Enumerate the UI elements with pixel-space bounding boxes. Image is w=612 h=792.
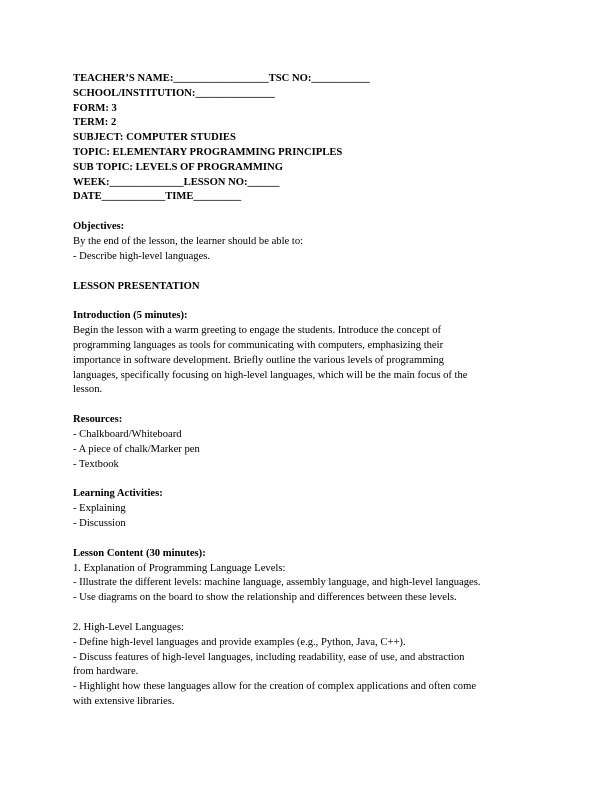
spacer: [73, 265, 543, 280]
content-line: - Discuss features of high-level languages, including readability, ease of use, and abstraction: [73, 651, 465, 663]
objectives-heading: Objectives:: [73, 221, 125, 233]
week-line: WEEK:______________LESSON NO:______: [73, 176, 280, 188]
content-line: 2. High-Level Languages:: [73, 621, 184, 633]
date-line: DATE____________TIME_________: [73, 191, 242, 203]
resource-item: - A piece of chalk/Marker pen: [73, 443, 200, 455]
content-line: with extensive libraries.: [73, 695, 175, 707]
header-block: [73, 72, 543, 205]
content-line: - Use diagrams on the board to show the relationship and differences between these levels.: [73, 592, 457, 604]
form-line: FORM: 3: [73, 102, 117, 114]
lesson-content-heading: Lesson Content (30 minutes):: [73, 547, 206, 559]
activities-section: [73, 487, 543, 531]
activity-item: - Explaining: [73, 503, 126, 515]
objectives-intro: By the end of the lesson, the learner should be able to:: [73, 235, 304, 247]
lesson-presentation-heading: LESSON PRESENTATION: [73, 280, 200, 292]
introduction-line: Begin the lesson with a warm greeting to engage the students. Introduce the concept of: [73, 325, 442, 337]
subtopic-line: SUB TOPIC: LEVELS OF PROGRAMMING: [73, 161, 283, 173]
subject-line: SUBJECT: COMPUTER STUDIES: [73, 132, 236, 144]
lesson-content-section: [73, 547, 543, 710]
spacer: [73, 398, 543, 413]
content-line: from hardware.: [73, 666, 139, 678]
spacer: [73, 205, 543, 220]
content-line: 1. Explanation of Programming Language Levels:: [73, 562, 286, 574]
introduction-section: [73, 309, 543, 398]
teacher-name-line: TEACHER’S NAME:__________________TSC NO:___________: [73, 73, 370, 84]
content-line: - Define high-level languages and provide examples (e.g., Python, Java, C++).: [73, 636, 406, 648]
content-line: - Illustrate the different levels: machine language, assembly language, and high-level languages.: [73, 577, 481, 589]
spacer: [73, 294, 543, 309]
introduction-line: languages, specifically focusing on high-level languages, which will be the main focus of the: [73, 369, 468, 381]
content-line: - Highlight how these languages allow for the creation of complex applications and often come: [73, 681, 477, 693]
introduction-line: lesson.: [73, 384, 103, 396]
activity-item: - Discussion: [73, 517, 126, 529]
spacer: [73, 606, 543, 621]
spacer: [73, 532, 543, 547]
objectives-section: [73, 220, 543, 264]
activities-heading: Learning Activities:: [73, 488, 163, 500]
resource-item: - Chalkboard/Whiteboard: [73, 428, 182, 440]
resource-item: - Textbook: [73, 458, 119, 470]
school-line: SCHOOL/INSTITUTION:_______________: [73, 87, 275, 99]
term-line: TERM: 2: [73, 117, 117, 129]
introduction-heading: Introduction (5 minutes):: [73, 310, 188, 322]
resources-heading: Resources:: [73, 414, 123, 426]
objective-item: - Describe high-level languages.: [73, 250, 211, 262]
topic-line: TOPIC: ELEMENTARY PROGRAMMING PRINCIPLES: [73, 146, 343, 158]
introduction-line: programming languages as tools for communicating with computers, emphasizing their: [73, 339, 444, 351]
resources-section: [73, 413, 543, 472]
spacer: [73, 472, 543, 487]
introduction-line: importance in software development. Briefly outline the various levels of programming: [73, 354, 444, 366]
lesson-plan-page: [73, 72, 543, 710]
